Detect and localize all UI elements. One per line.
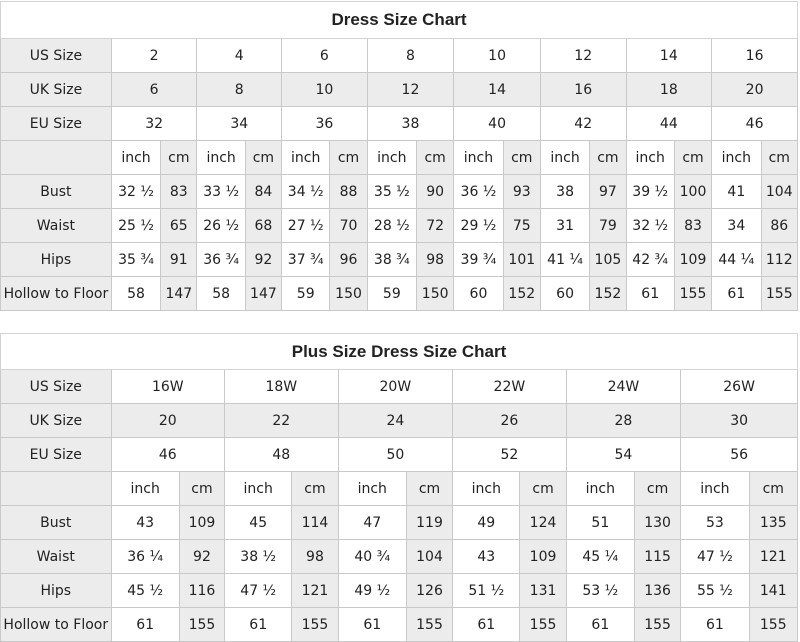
uk-size-value: 20 <box>712 73 798 107</box>
bust-label: Bust <box>1 175 112 209</box>
uk-size-value: 30 <box>681 404 798 438</box>
waist-inch-value: 32 ½ <box>626 209 674 243</box>
us-size-label: US Size <box>1 39 112 73</box>
waist-row <box>1 209 798 243</box>
unit-cm: cm <box>292 472 338 506</box>
unit-cm: cm <box>634 472 680 506</box>
hips-inch-value: 37 ¾ <box>282 243 330 277</box>
hips-label: Hips <box>1 574 112 608</box>
bust-cm-value: 90 <box>417 175 454 209</box>
waist-label: Waist <box>1 209 112 243</box>
bust-cm-value: 93 <box>503 175 540 209</box>
waist-cm-value: 79 <box>590 209 626 243</box>
us-size-value: 2 <box>111 39 197 73</box>
unit-inch: inch <box>454 141 503 175</box>
hollow-inch-value: 58 <box>197 277 245 311</box>
uk-size-label: UK Size <box>1 404 112 438</box>
uk-size-value: 10 <box>282 73 368 107</box>
hollow-cm-value: 155 <box>749 608 797 642</box>
unit-inch: inch <box>111 472 179 506</box>
unit-inch: inch <box>540 141 589 175</box>
us-size-value: 22W <box>453 370 567 404</box>
hips-inch-value: 44 ¼ <box>712 243 761 277</box>
unit-inch: inch <box>453 472 520 506</box>
hollow-inch-value: 61 <box>566 608 634 642</box>
uk-size-row <box>1 73 798 107</box>
eu-size-value: 52 <box>453 438 567 472</box>
bust-cm-value: 88 <box>330 175 367 209</box>
waist-inch-value: 47 ½ <box>681 540 749 574</box>
bust-cm-value: 130 <box>634 506 680 540</box>
waist-cm-value: 104 <box>406 540 452 574</box>
waist-cm-value: 98 <box>292 540 338 574</box>
bust-cm-value: 109 <box>179 506 224 540</box>
unit-inch: inch <box>626 141 674 175</box>
eu-size-value: 54 <box>566 438 681 472</box>
unit-inch: inch <box>111 141 160 175</box>
us-size-value: 20W <box>338 370 453 404</box>
units-row-blank <box>1 141 112 175</box>
units-row <box>1 472 798 506</box>
hollow-cm-value: 155 <box>674 277 711 311</box>
hollow-cm-value: 150 <box>417 277 454 311</box>
us-size-row <box>1 370 798 404</box>
bust-inch-value: 41 <box>712 175 761 209</box>
bust-inch-value: 53 <box>681 506 749 540</box>
bust-inch-value: 36 ½ <box>454 175 503 209</box>
hips-inch-value: 42 ¾ <box>626 243 674 277</box>
waist-label: Waist <box>1 540 112 574</box>
eu-size-value: 48 <box>225 438 339 472</box>
uk-size-value: 6 <box>111 73 197 107</box>
us-size-value: 18W <box>225 370 339 404</box>
hips-inch-value: 45 ½ <box>111 574 179 608</box>
hips-row <box>1 574 798 608</box>
hips-cm-value: 131 <box>520 574 566 608</box>
plus-size-chart-table <box>0 333 798 642</box>
unit-inch: inch <box>225 472 292 506</box>
unit-cm: cm <box>749 472 797 506</box>
us-size-value: 4 <box>197 39 282 73</box>
hips-inch-value: 47 ½ <box>225 574 292 608</box>
bust-inch-value: 39 ½ <box>626 175 674 209</box>
hollow-inch-value: 61 <box>453 608 520 642</box>
unit-inch: inch <box>197 141 245 175</box>
hollow-inch-value: 61 <box>338 608 406 642</box>
hollow-inch-value: 61 <box>681 608 749 642</box>
uk-size-value: 20 <box>111 404 225 438</box>
eu-size-value: 38 <box>367 107 454 141</box>
chart-title: Dress Size Chart <box>1 2 798 39</box>
hollow-cm-value: 147 <box>161 277 197 311</box>
hollow-inch-value: 60 <box>540 277 589 311</box>
hollow-label: Hollow to Floor <box>1 608 112 642</box>
bust-cm-value: 83 <box>161 175 197 209</box>
hollow-label: Hollow to Floor <box>1 277 112 311</box>
hips-cm-value: 92 <box>245 243 281 277</box>
hollow-inch-value: 59 <box>367 277 416 311</box>
waist-cm-value: 92 <box>179 540 224 574</box>
uk-size-value: 26 <box>453 404 567 438</box>
bust-row <box>1 175 798 209</box>
eu-size-row <box>1 438 798 472</box>
waist-inch-value: 36 ¼ <box>111 540 179 574</box>
uk-size-value: 14 <box>454 73 541 107</box>
bust-cm-value: 119 <box>406 506 452 540</box>
hollow-row <box>1 608 798 642</box>
unit-inch: inch <box>712 141 761 175</box>
eu-size-value: 56 <box>681 438 798 472</box>
waist-inch-value: 27 ½ <box>282 209 330 243</box>
hollow-cm-value: 155 <box>520 608 566 642</box>
waist-cm-value: 68 <box>245 209 281 243</box>
hips-cm-value: 121 <box>292 574 338 608</box>
hollow-cm-value: 147 <box>245 277 281 311</box>
units-row-blank <box>1 472 112 506</box>
hollow-inch-value: 61 <box>225 608 292 642</box>
hips-inch-value: 36 ¾ <box>197 243 245 277</box>
bust-cm-value: 114 <box>292 506 338 540</box>
hips-inch-value: 55 ½ <box>681 574 749 608</box>
uk-size-row <box>1 404 798 438</box>
unit-inch: inch <box>367 141 416 175</box>
bust-inch-value: 35 ½ <box>367 175 416 209</box>
chart-title: Plus Size Dress Size Chart <box>1 334 798 370</box>
hips-cm-value: 109 <box>674 243 711 277</box>
us-size-row <box>1 39 798 73</box>
eu-size-value: 46 <box>712 107 798 141</box>
hollow-inch-value: 60 <box>454 277 503 311</box>
unit-cm: cm <box>330 141 367 175</box>
waist-inch-value: 26 ½ <box>197 209 245 243</box>
uk-size-value: 16 <box>540 73 626 107</box>
hollow-inch-value: 59 <box>282 277 330 311</box>
unit-cm: cm <box>520 472 566 506</box>
hollow-cm-value: 155 <box>406 608 452 642</box>
unit-cm: cm <box>406 472 452 506</box>
eu-size-value: 46 <box>111 438 225 472</box>
hips-cm-value: 126 <box>406 574 452 608</box>
waist-cm-value: 65 <box>161 209 197 243</box>
hollow-cm-value: 152 <box>503 277 540 311</box>
uk-size-label: UK Size <box>1 73 112 107</box>
unit-inch: inch <box>338 472 406 506</box>
unit-inch: inch <box>681 472 749 506</box>
bust-cm-value: 84 <box>245 175 281 209</box>
hollow-cm-value: 155 <box>292 608 338 642</box>
bust-inch-value: 32 ½ <box>111 175 160 209</box>
uk-size-value: 18 <box>626 73 712 107</box>
eu-size-value: 32 <box>111 107 197 141</box>
bust-inch-value: 47 <box>338 506 406 540</box>
eu-size-value: 36 <box>282 107 368 141</box>
bust-inch-value: 49 <box>453 506 520 540</box>
hips-inch-value: 35 ¾ <box>111 243 160 277</box>
us-size-value: 6 <box>282 39 368 73</box>
hips-cm-value: 105 <box>590 243 626 277</box>
hollow-inch-value: 61 <box>111 608 179 642</box>
unit-cm: cm <box>161 141 197 175</box>
us-size-value: 12 <box>540 39 626 73</box>
waist-inch-value: 29 ½ <box>454 209 503 243</box>
bust-inch-value: 34 ½ <box>282 175 330 209</box>
bust-inch-value: 43 <box>111 506 179 540</box>
hips-cm-value: 136 <box>634 574 680 608</box>
waist-cm-value: 121 <box>749 540 797 574</box>
hips-row <box>1 243 798 277</box>
hollow-inch-value: 61 <box>626 277 674 311</box>
bust-cm-value: 124 <box>520 506 566 540</box>
hips-inch-value: 39 ¾ <box>454 243 503 277</box>
waist-cm-value: 75 <box>503 209 540 243</box>
waist-cm-value: 86 <box>761 209 798 243</box>
hollow-cm-value: 152 <box>590 277 626 311</box>
us-size-value: 14 <box>626 39 712 73</box>
hips-label: Hips <box>1 243 112 277</box>
hips-cm-value: 101 <box>503 243 540 277</box>
uk-size-value: 24 <box>338 404 453 438</box>
eu-size-label: EU Size <box>1 438 112 472</box>
hips-cm-value: 116 <box>179 574 224 608</box>
dress-size-chart-table <box>0 1 798 311</box>
hollow-cm-value: 155 <box>634 608 680 642</box>
us-size-value: 16W <box>111 370 225 404</box>
us-size-label: US Size <box>1 370 112 404</box>
unit-cm: cm <box>590 141 626 175</box>
waist-inch-value: 38 ½ <box>225 540 292 574</box>
us-size-value: 24W <box>566 370 681 404</box>
title-row <box>1 2 798 39</box>
unit-inch: inch <box>566 472 634 506</box>
waist-cm-value: 72 <box>417 209 454 243</box>
eu-size-value: 40 <box>454 107 541 141</box>
unit-cm: cm <box>503 141 540 175</box>
eu-size-value: 34 <box>197 107 282 141</box>
hips-cm-value: 98 <box>417 243 454 277</box>
waist-inch-value: 43 <box>453 540 520 574</box>
uk-size-value: 22 <box>225 404 339 438</box>
bust-label: Bust <box>1 506 112 540</box>
unit-cm: cm <box>761 141 798 175</box>
hips-cm-value: 112 <box>761 243 798 277</box>
uk-size-value: 28 <box>566 404 681 438</box>
unit-inch: inch <box>282 141 330 175</box>
hips-inch-value: 53 ½ <box>566 574 634 608</box>
us-size-value: 10 <box>454 39 541 73</box>
hollow-cm-value: 155 <box>179 608 224 642</box>
hips-cm-value: 91 <box>161 243 197 277</box>
hollow-inch-value: 61 <box>712 277 761 311</box>
us-size-value: 16 <box>712 39 798 73</box>
waist-row <box>1 540 798 574</box>
eu-size-row <box>1 107 798 141</box>
hips-inch-value: 49 ½ <box>338 574 406 608</box>
waist-cm-value: 70 <box>330 209 367 243</box>
unit-cm: cm <box>417 141 454 175</box>
hips-cm-value: 141 <box>749 574 797 608</box>
hollow-inch-value: 58 <box>111 277 160 311</box>
bust-cm-value: 104 <box>761 175 798 209</box>
bust-inch-value: 51 <box>566 506 634 540</box>
eu-size-value: 50 <box>338 438 453 472</box>
bust-row <box>1 506 798 540</box>
waist-cm-value: 83 <box>674 209 711 243</box>
waist-inch-value: 45 ¼ <box>566 540 634 574</box>
us-size-value: 26W <box>681 370 798 404</box>
waist-cm-value: 115 <box>634 540 680 574</box>
uk-size-value: 12 <box>367 73 454 107</box>
us-size-value: 8 <box>367 39 454 73</box>
bust-cm-value: 97 <box>590 175 626 209</box>
hollow-row <box>1 277 798 311</box>
bust-inch-value: 45 <box>225 506 292 540</box>
uk-size-value: 8 <box>197 73 282 107</box>
title-row <box>1 334 798 370</box>
hips-cm-value: 96 <box>330 243 367 277</box>
waist-inch-value: 40 ¾ <box>338 540 406 574</box>
hollow-cm-value: 150 <box>330 277 367 311</box>
eu-size-label: EU Size <box>1 107 112 141</box>
waist-cm-value: 109 <box>520 540 566 574</box>
bust-cm-value: 135 <box>749 506 797 540</box>
hips-inch-value: 51 ½ <box>453 574 520 608</box>
hollow-cm-value: 155 <box>761 277 798 311</box>
unit-cm: cm <box>179 472 224 506</box>
waist-inch-value: 31 <box>540 209 589 243</box>
hips-inch-value: 38 ¾ <box>367 243 416 277</box>
eu-size-value: 42 <box>540 107 626 141</box>
waist-inch-value: 25 ½ <box>111 209 160 243</box>
unit-cm: cm <box>245 141 281 175</box>
units-row <box>1 141 798 175</box>
waist-inch-value: 28 ½ <box>367 209 416 243</box>
unit-cm: cm <box>674 141 711 175</box>
bust-inch-value: 33 ½ <box>197 175 245 209</box>
hips-inch-value: 41 ¼ <box>540 243 589 277</box>
eu-size-value: 44 <box>626 107 712 141</box>
bust-inch-value: 38 <box>540 175 589 209</box>
waist-inch-value: 34 <box>712 209 761 243</box>
bust-cm-value: 100 <box>674 175 711 209</box>
